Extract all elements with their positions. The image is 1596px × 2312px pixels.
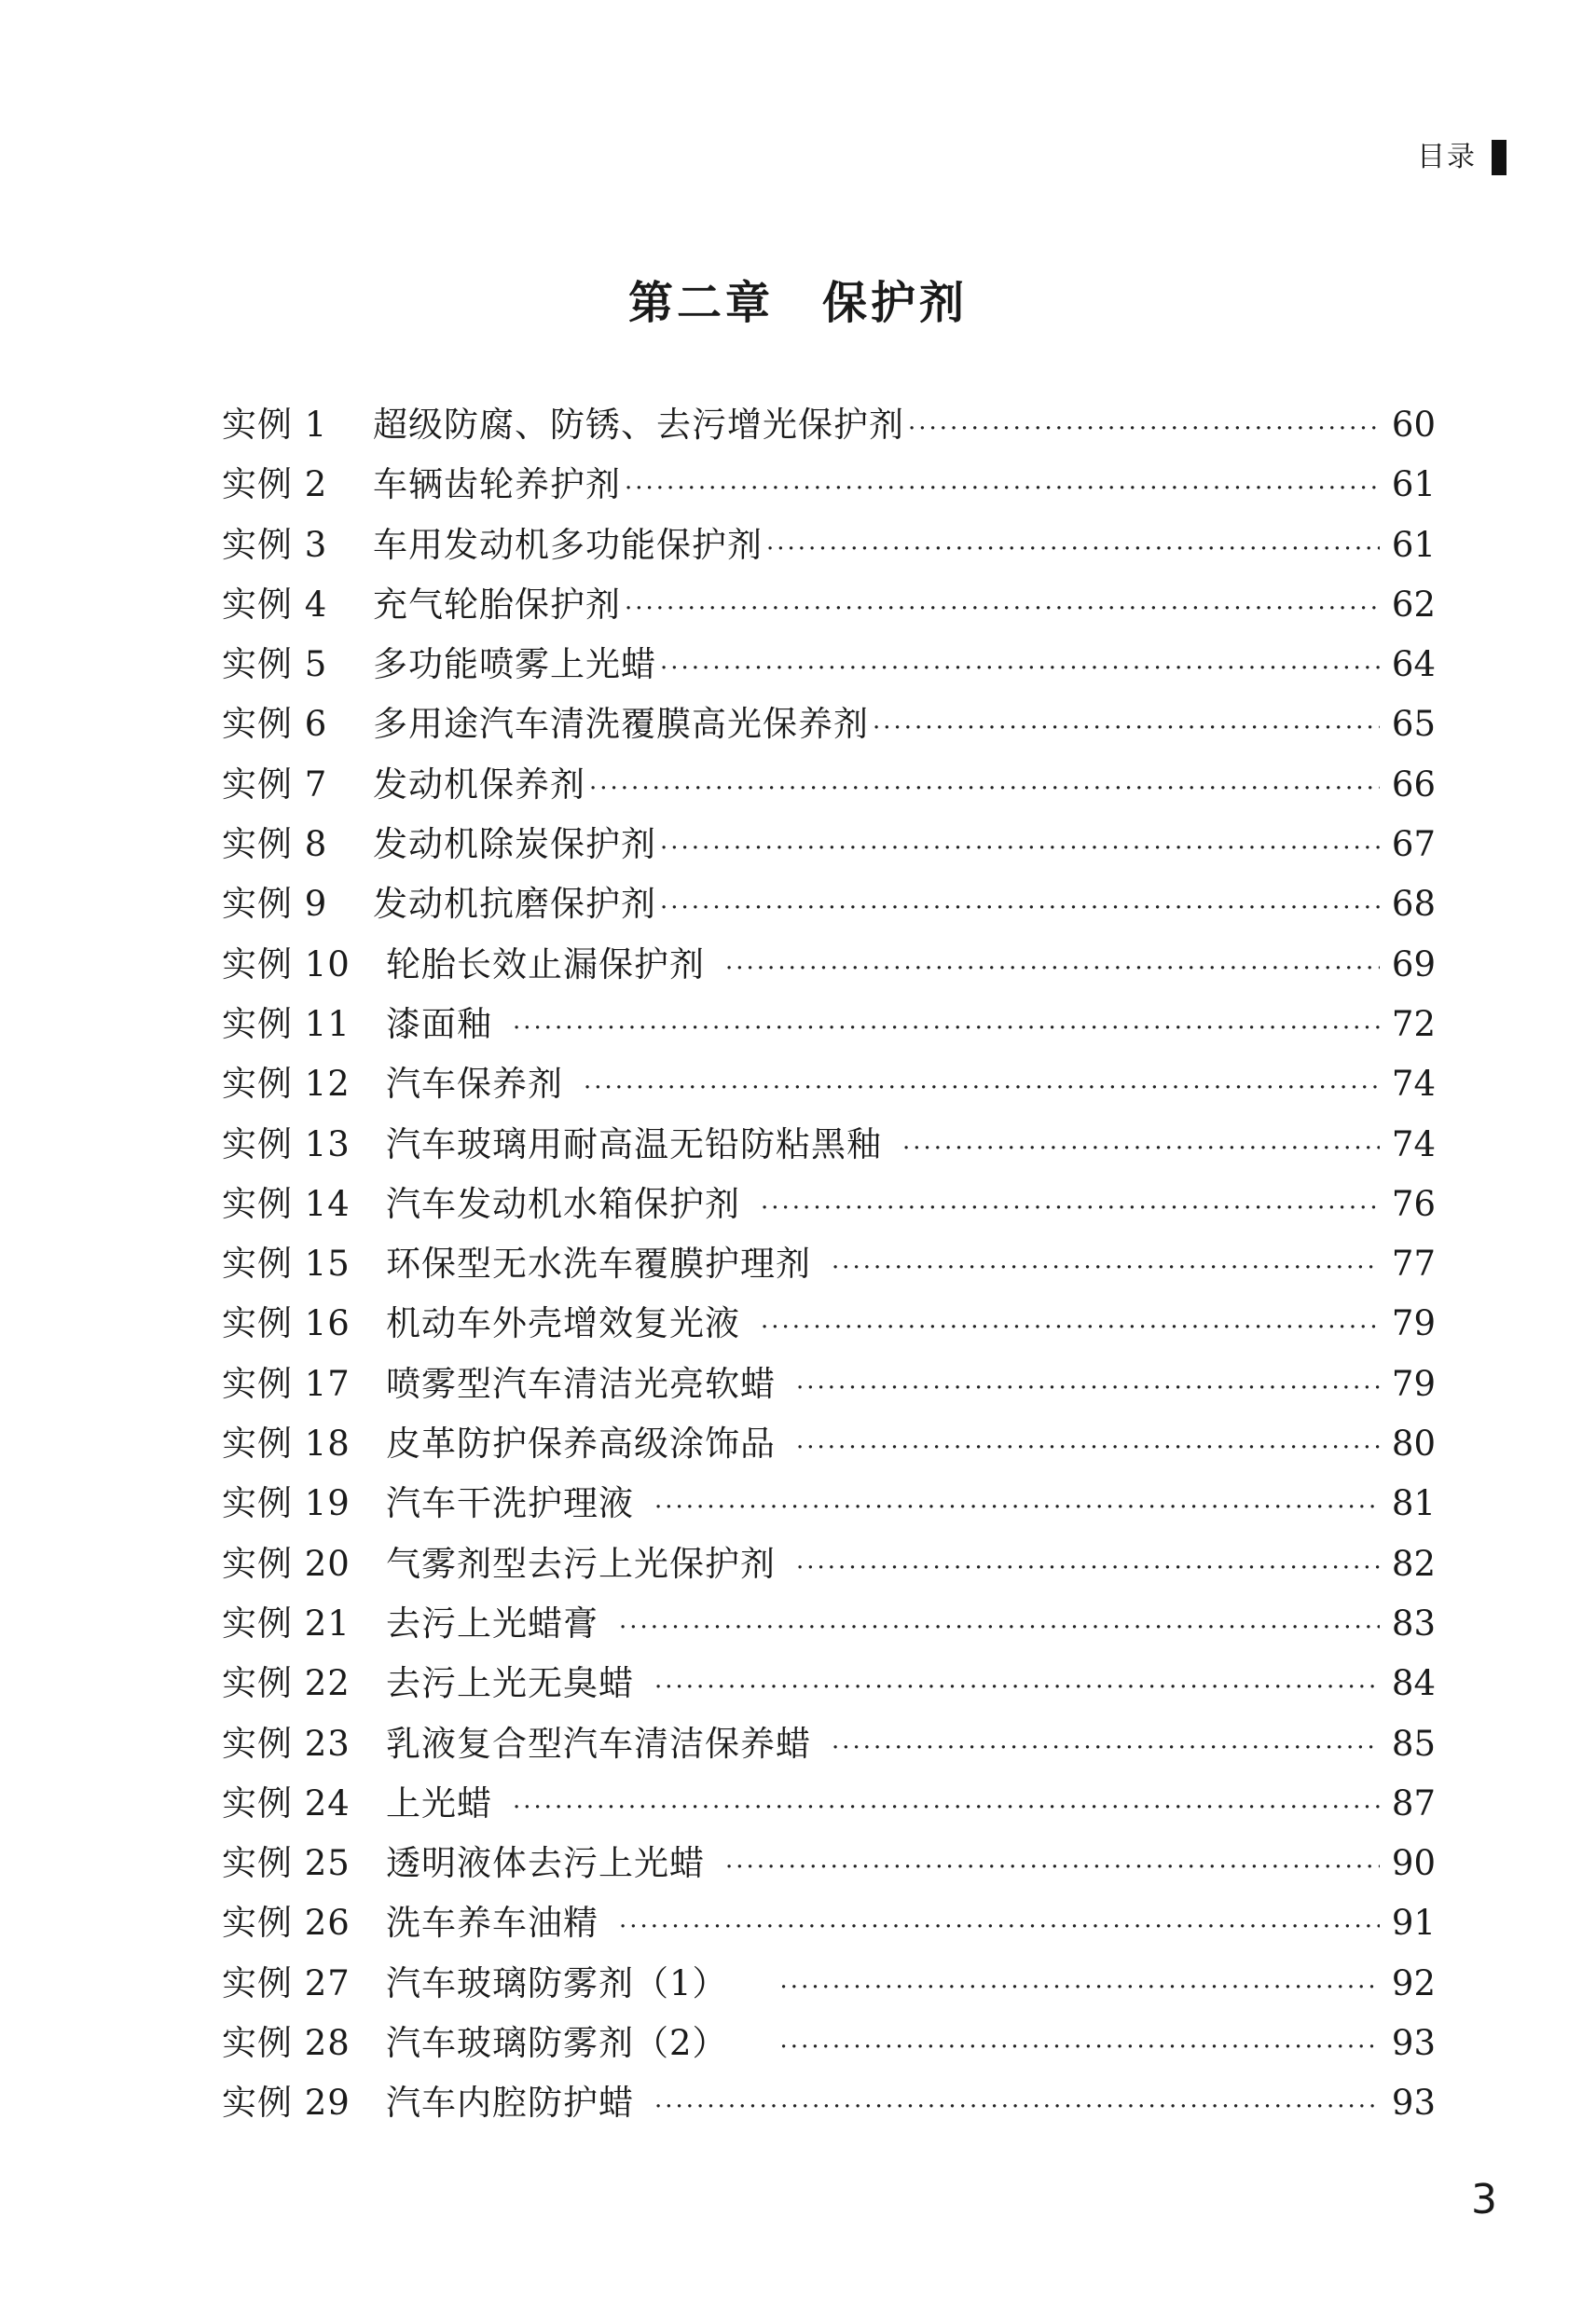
- toc-entry-label: 实例 3: [222, 524, 328, 565]
- toc-entry[interactable]: [222, 935, 1436, 995]
- toc-entry-page: 87: [1391, 1782, 1436, 1823]
- toc-entry-title: 汽车玻璃用耐高温无铅防粘黑釉: [386, 1123, 882, 1164]
- toc-entry-label: 实例 17: [222, 1363, 351, 1404]
- toc-entry-title: 去污上光蜡膏: [386, 1603, 598, 1644]
- toc-entry-title: 去污上光无臭蜡: [386, 1663, 634, 1704]
- toc-entry-page: 90: [1391, 1843, 1436, 1884]
- header-marker-block: [1492, 140, 1507, 175]
- toc-entry-label: 实例 14: [222, 1183, 351, 1224]
- toc-entry-page: 72: [1391, 1003, 1436, 1044]
- toc-entry-label: 实例 28: [222, 2023, 351, 2064]
- toc-entry-page: 60: [1391, 405, 1436, 445]
- toc-entry-title: 汽车玻璃防雾剂（2）: [386, 2023, 728, 2064]
- toc-entry-label: 实例 29: [222, 2083, 351, 2124]
- toc-entry[interactable]: [222, 455, 1436, 515]
- toc-entry-page: 85: [1391, 1723, 1436, 1764]
- toc-entry-label: 实例 2: [222, 464, 328, 505]
- toc-entry-page: 80: [1391, 1424, 1436, 1465]
- toc-entry-label: 实例 19: [222, 1483, 351, 1524]
- dot-leader: [589, 759, 1380, 819]
- toc-entry[interactable]: [222, 575, 1436, 635]
- dot-leader: [660, 639, 1380, 698]
- toc-entry[interactable]: [222, 1534, 1436, 1594]
- toc-entry-label: 实例 24: [222, 1782, 351, 1823]
- toc-entry[interactable]: [222, 755, 1436, 815]
- toc-entry[interactable]: [222, 1355, 1436, 1414]
- toc-entry-label: 实例 20: [222, 1543, 351, 1584]
- toc-entry-label: 实例 4: [222, 584, 328, 625]
- toc-entry[interactable]: [222, 1594, 1436, 1654]
- dot-leader: [725, 1837, 1380, 1897]
- toc-entry-page: 61: [1391, 464, 1436, 505]
- toc-entry-label: 实例 18: [222, 1424, 351, 1465]
- toc-entry-title: 汽车保养剂: [386, 1064, 563, 1105]
- running-header-label: 目录: [1417, 141, 1477, 173]
- toc-entry-page: 65: [1391, 704, 1436, 745]
- dot-leader: [902, 1119, 1380, 1178]
- toc-entry[interactable]: [222, 516, 1436, 575]
- toc-entry-label: 实例 1: [222, 405, 328, 445]
- toc-entry-page: 81: [1391, 1483, 1436, 1524]
- toc-entry[interactable]: [222, 695, 1436, 754]
- dot-leader: [584, 1058, 1380, 1118]
- toc-entry[interactable]: [222, 1294, 1436, 1354]
- toc-entry-label: 实例 10: [222, 943, 351, 984]
- toc-entry[interactable]: [222, 1834, 1436, 1893]
- toc-entry-title: 汽车干洗护理液: [386, 1483, 634, 1524]
- toc-entry-page: 79: [1391, 1363, 1436, 1404]
- toc-entry[interactable]: [222, 995, 1436, 1054]
- dot-leader: [660, 819, 1380, 878]
- toc-entry-title: 气雾剂型去污上光保护剂: [386, 1543, 776, 1584]
- dot-leader: [832, 1238, 1380, 1298]
- dot-leader: [513, 1778, 1380, 1837]
- toc-entry-page: 82: [1391, 1543, 1436, 1584]
- toc-entry-title: 透明液体去污上光蜡: [386, 1843, 705, 1884]
- toc-entry-title: 皮革防护保养高级涂饰品: [386, 1424, 776, 1465]
- dot-leader: [832, 1718, 1380, 1778]
- dot-leader: [725, 939, 1380, 998]
- dot-leader: [513, 998, 1380, 1058]
- toc-entry[interactable]: [222, 1414, 1436, 1474]
- toc-entry[interactable]: [222, 1474, 1436, 1534]
- dot-leader: [619, 1897, 1380, 1957]
- toc-entry-title: 汽车玻璃防雾剂（1）: [386, 1962, 728, 2003]
- toc-entry-title: 轮胎长效止漏保护剂: [386, 943, 705, 984]
- toc-entry[interactable]: [222, 1954, 1436, 2014]
- toc-entry-page: 77: [1391, 1244, 1436, 1285]
- toc-entry-title: 漆面釉: [386, 1003, 492, 1044]
- toc-entry-label: 实例 15: [222, 1244, 351, 1285]
- toc-entry-page: 84: [1391, 1663, 1436, 1704]
- toc-entry-label: 实例 9: [222, 884, 328, 925]
- toc-entry-label: 实例 23: [222, 1723, 351, 1764]
- dot-leader: [654, 1658, 1380, 1717]
- dot-leader: [619, 1598, 1380, 1658]
- dot-leader: [873, 698, 1380, 758]
- toc-entry-page: 67: [1391, 824, 1436, 865]
- dot-leader: [796, 1358, 1380, 1418]
- toc-entry-title: 发动机抗磨保护剂: [373, 884, 656, 925]
- toc-entry-page: 64: [1391, 644, 1436, 685]
- running-header: [1417, 140, 1507, 175]
- toc-entry-label: 实例 22: [222, 1663, 351, 1704]
- toc-entry-label: 实例 21: [222, 1603, 351, 1644]
- toc-entry[interactable]: [222, 1234, 1436, 1294]
- toc-entry-label: 实例 25: [222, 1843, 351, 1884]
- toc-entry[interactable]: [222, 815, 1436, 874]
- toc-entry-label: 实例 27: [222, 1962, 351, 2003]
- toc-entry-label: 实例 26: [222, 1903, 351, 1944]
- toc-entry[interactable]: [222, 1893, 1436, 1953]
- toc-entry[interactable]: [222, 635, 1436, 695]
- dot-leader: [796, 1538, 1380, 1598]
- dot-leader: [796, 1418, 1380, 1478]
- dot-leader: [766, 519, 1380, 579]
- dot-leader: [625, 579, 1380, 639]
- toc-entry[interactable]: [222, 1115, 1436, 1175]
- toc-entry-page: 69: [1391, 943, 1436, 984]
- toc-entry[interactable]: [222, 395, 1436, 455]
- chapter-title: 第二章 保护剂: [627, 277, 968, 329]
- toc-entry-title: 多用途汽车清洗覆膜高光保养剂: [373, 704, 869, 745]
- toc-entry-title: 乳液复合型汽车清洁保养蜡: [386, 1723, 811, 1764]
- toc-entry[interactable]: [222, 2014, 1436, 2073]
- toc-entry-label: 实例 7: [222, 764, 328, 805]
- toc-entry[interactable]: [222, 1054, 1436, 1114]
- toc-entry-label: 实例 12: [222, 1064, 351, 1105]
- toc-entry[interactable]: [222, 1175, 1436, 1234]
- toc-entry-page: 79: [1391, 1303, 1436, 1344]
- toc-entry-title: 充气轮胎保护剂: [373, 584, 621, 625]
- toc-entry-title: 发动机保养剂: [373, 764, 585, 805]
- toc-entry-title: 喷雾型汽车清洁光亮软蜡: [386, 1363, 776, 1404]
- toc-entry-title: 上光蜡: [386, 1782, 492, 1823]
- page-number: 3: [1471, 2176, 1497, 2223]
- toc-entry-label: 实例 6: [222, 704, 328, 745]
- toc-entry-label: 实例 8: [222, 824, 328, 865]
- toc-entry-page: 91: [1391, 1903, 1436, 1944]
- toc-entry-page: 61: [1391, 524, 1436, 565]
- toc-entry-label: 实例 13: [222, 1123, 351, 1164]
- toc-list: [222, 395, 1436, 2134]
- toc-entry-title: 汽车发动机水箱保护剂: [386, 1183, 740, 1224]
- toc-entry-page: 66: [1391, 764, 1436, 805]
- dot-leader: [780, 2017, 1380, 2077]
- toc-entry-label: 实例 11: [222, 1003, 351, 1044]
- dot-leader: [625, 459, 1380, 518]
- toc-entry-title: 洗车养车油精: [386, 1903, 598, 1944]
- toc-entry-title: 超级防腐、防锈、去污增光保护剂: [373, 405, 904, 445]
- dot-leader: [761, 1178, 1380, 1238]
- toc-entry[interactable]: [222, 1774, 1436, 1834]
- toc-entry-title: 机动车外壳增效复光液: [386, 1303, 740, 1344]
- toc-entry-page: 93: [1391, 2023, 1436, 2064]
- dot-leader: [780, 1958, 1380, 2017]
- toc-entry-title: 多功能喷雾上光蜡: [373, 644, 656, 685]
- toc-entry-page: 92: [1391, 1962, 1436, 2003]
- toc-entry-title: 车辆齿轮养护剂: [373, 464, 621, 505]
- dot-leader: [654, 2077, 1380, 2137]
- toc-entry-page: 62: [1391, 584, 1436, 625]
- toc-entry-page: 83: [1391, 1603, 1436, 1644]
- dot-leader: [761, 1298, 1380, 1357]
- toc-entry[interactable]: [222, 2073, 1436, 2133]
- dot-leader: [660, 878, 1380, 938]
- toc-entry-page: 93: [1391, 2083, 1436, 2124]
- toc-entry[interactable]: [222, 1714, 1436, 1774]
- toc-entry-page: 76: [1391, 1183, 1436, 1224]
- toc-entry-label: 实例 16: [222, 1303, 351, 1344]
- toc-entry-page: 74: [1391, 1123, 1436, 1164]
- toc-entry-title: 汽车内腔防护蜡: [386, 2083, 634, 2124]
- toc-entry-page: 68: [1391, 884, 1436, 925]
- toc-entry-page: 74: [1391, 1064, 1436, 1105]
- toc-entry-title: 车用发动机多功能保护剂: [373, 524, 763, 565]
- dot-leader: [908, 399, 1380, 459]
- toc-entry[interactable]: [222, 1654, 1436, 1713]
- dot-leader: [654, 1478, 1380, 1537]
- toc-entry[interactable]: [222, 874, 1436, 934]
- toc-entry-title: 环保型无水洗车覆膜护理剂: [386, 1244, 811, 1285]
- toc-entry-label: 实例 5: [222, 644, 328, 685]
- toc-entry-title: 发动机除炭保护剂: [373, 824, 656, 865]
